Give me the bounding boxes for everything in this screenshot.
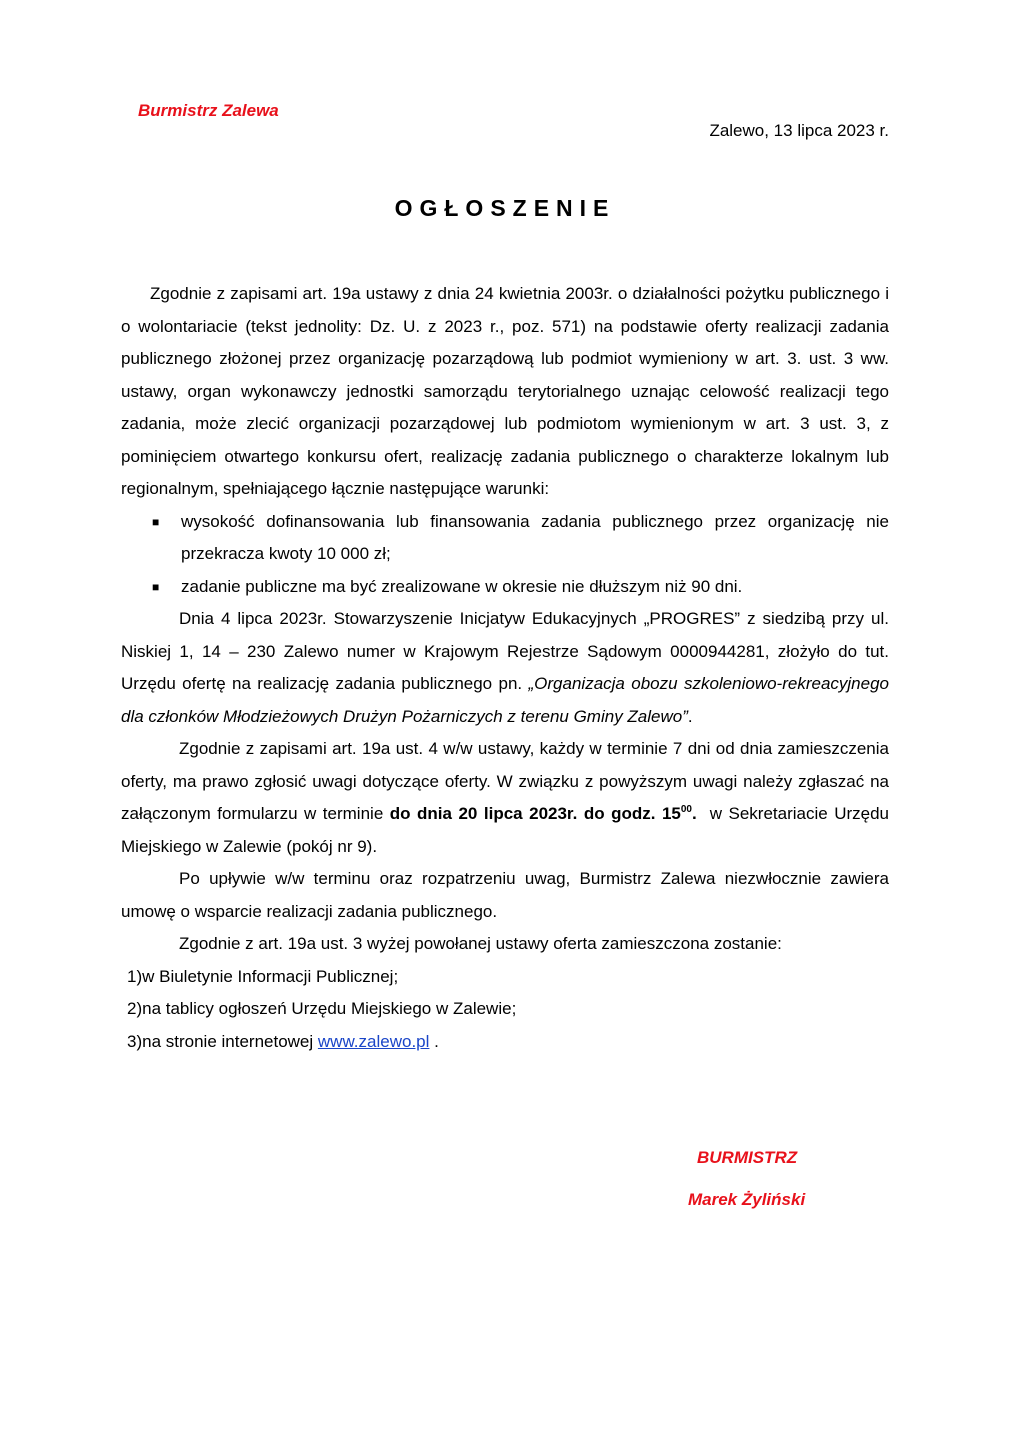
offer-text: Dnia 4 lipca 2023r. Stowarzyszenie Inicjatyw Edukacyjnych „PROGRES” z siedzibą przy ul. Niskiej 1, 14 – 230 Zalewo numer w Krajowym Rejestrze Sądowym 0000944281, złożyło do tut. Urzędu ofertę na realizację zadania publicznego pn.	[121, 609, 889, 693]
publication-list	[121, 961, 889, 1059]
website-link[interactable]: www.zalewo.pl	[317, 1031, 430, 1051]
document-date: Zalewo, 13 lipca 2023 r.	[709, 121, 889, 140]
deadline-dot: .	[692, 804, 697, 823]
deadline-text	[390, 804, 697, 823]
conditions-list	[121, 506, 889, 604]
list-item	[121, 506, 889, 571]
condition-text: wysokość dofinansowania lub finansowania zadania publicznego przez organizację nie przekracza kwoty 10 000 zł;	[181, 511, 889, 563]
signature-role: BURMISTRZ	[697, 1148, 798, 1167]
after-deadline-paragraph: Po upływie w/w terminu oraz rozpatrzeniu uwag, Burmistrz Zalewa niezwłocznie zawiera umowę o wsparcie realizacji zadania publicznego.	[121, 869, 889, 921]
offer-end: .	[687, 706, 693, 726]
intro-paragraph: Zgodnie z zapisami art. 19a ustawy z dnia 24 kwietnia 2003r. o działalności pożytku publicznego i o wolontariacie (tekst jednolity: Dz. U. z 2023 r., poz. 571) na podstawie oferty realizacji zadania publicznego złożonej przez organizację pozarządową lub podmiot wymieniony w art. 3. ust. 3 ww. ustawy, organ wykonawczy jednostki samorządu terytorialnego uznając celowość realizacji tego zadania, może zlecić organizacji pozarządowej lub podmiotom wymienionym w art. 3 ust. 3, z pominięciem otwartego konkursu ofert, realizację zadania publicznego o charakterze lokalnym lub regionalnym, spełniającego łącznie następujące warunki:	[121, 284, 889, 498]
list-item	[121, 1026, 889, 1059]
announcement-body	[121, 278, 889, 1058]
square-bullet-icon: ■	[152, 514, 160, 529]
issuer-heading: Burmistrz Zalewa	[138, 101, 279, 120]
deadline-main: do dnia 20 lipca 2023r. do godz. 15	[389, 804, 681, 823]
remarks-place: w Sekretariacie Urzędu Miejskiego w Zalewie (pokój nr 9).	[121, 804, 889, 856]
web-suffix: .	[434, 1031, 439, 1051]
remarks-paragraph	[121, 733, 889, 863]
list-item: 2)na tablicy ogłoszeń Urzędu Miejskiego w Zalewie;	[127, 999, 517, 1018]
deadline-minutes: 00	[680, 804, 692, 815]
offer-paragraph	[121, 603, 889, 733]
list-item: 1)w Biuletynie Informacji Publicznej;	[127, 966, 399, 986]
offer-title: „Organizacja obozu szkoleniowo-rekreacyjnego dla członków Młodzieżowych Drużyn Pożarniczych z terenu Gminy Zalewo”	[121, 674, 889, 726]
condition-text: zadanie publiczne ma być zrealizowane w okresie nie dłuższym niż 90 dni.	[181, 576, 743, 596]
document-title: OGŁOSZENIE	[394, 195, 616, 221]
remarks-text: Zgodnie z zapisami art. 19a ust. 4 w/w ustawy, każdy w terminie 7 dni od dnia zamieszczenia oferty, ma prawo zgłosić uwagi dotyczące oferty. W związku z powyższym uwagi należy zgłaszać na załączonym formularzu w terminie	[121, 739, 889, 823]
list-item	[121, 571, 889, 604]
web-prefix: 3)na stronie internetowej	[127, 1031, 314, 1051]
square-bullet-icon: ■	[152, 579, 160, 594]
signature-name: Marek Żyliński	[688, 1190, 806, 1209]
publication-intro: Zgodnie z art. 19a ust. 3 wyżej powołanej ustawy oferta zamieszczona zostanie:	[179, 934, 782, 953]
